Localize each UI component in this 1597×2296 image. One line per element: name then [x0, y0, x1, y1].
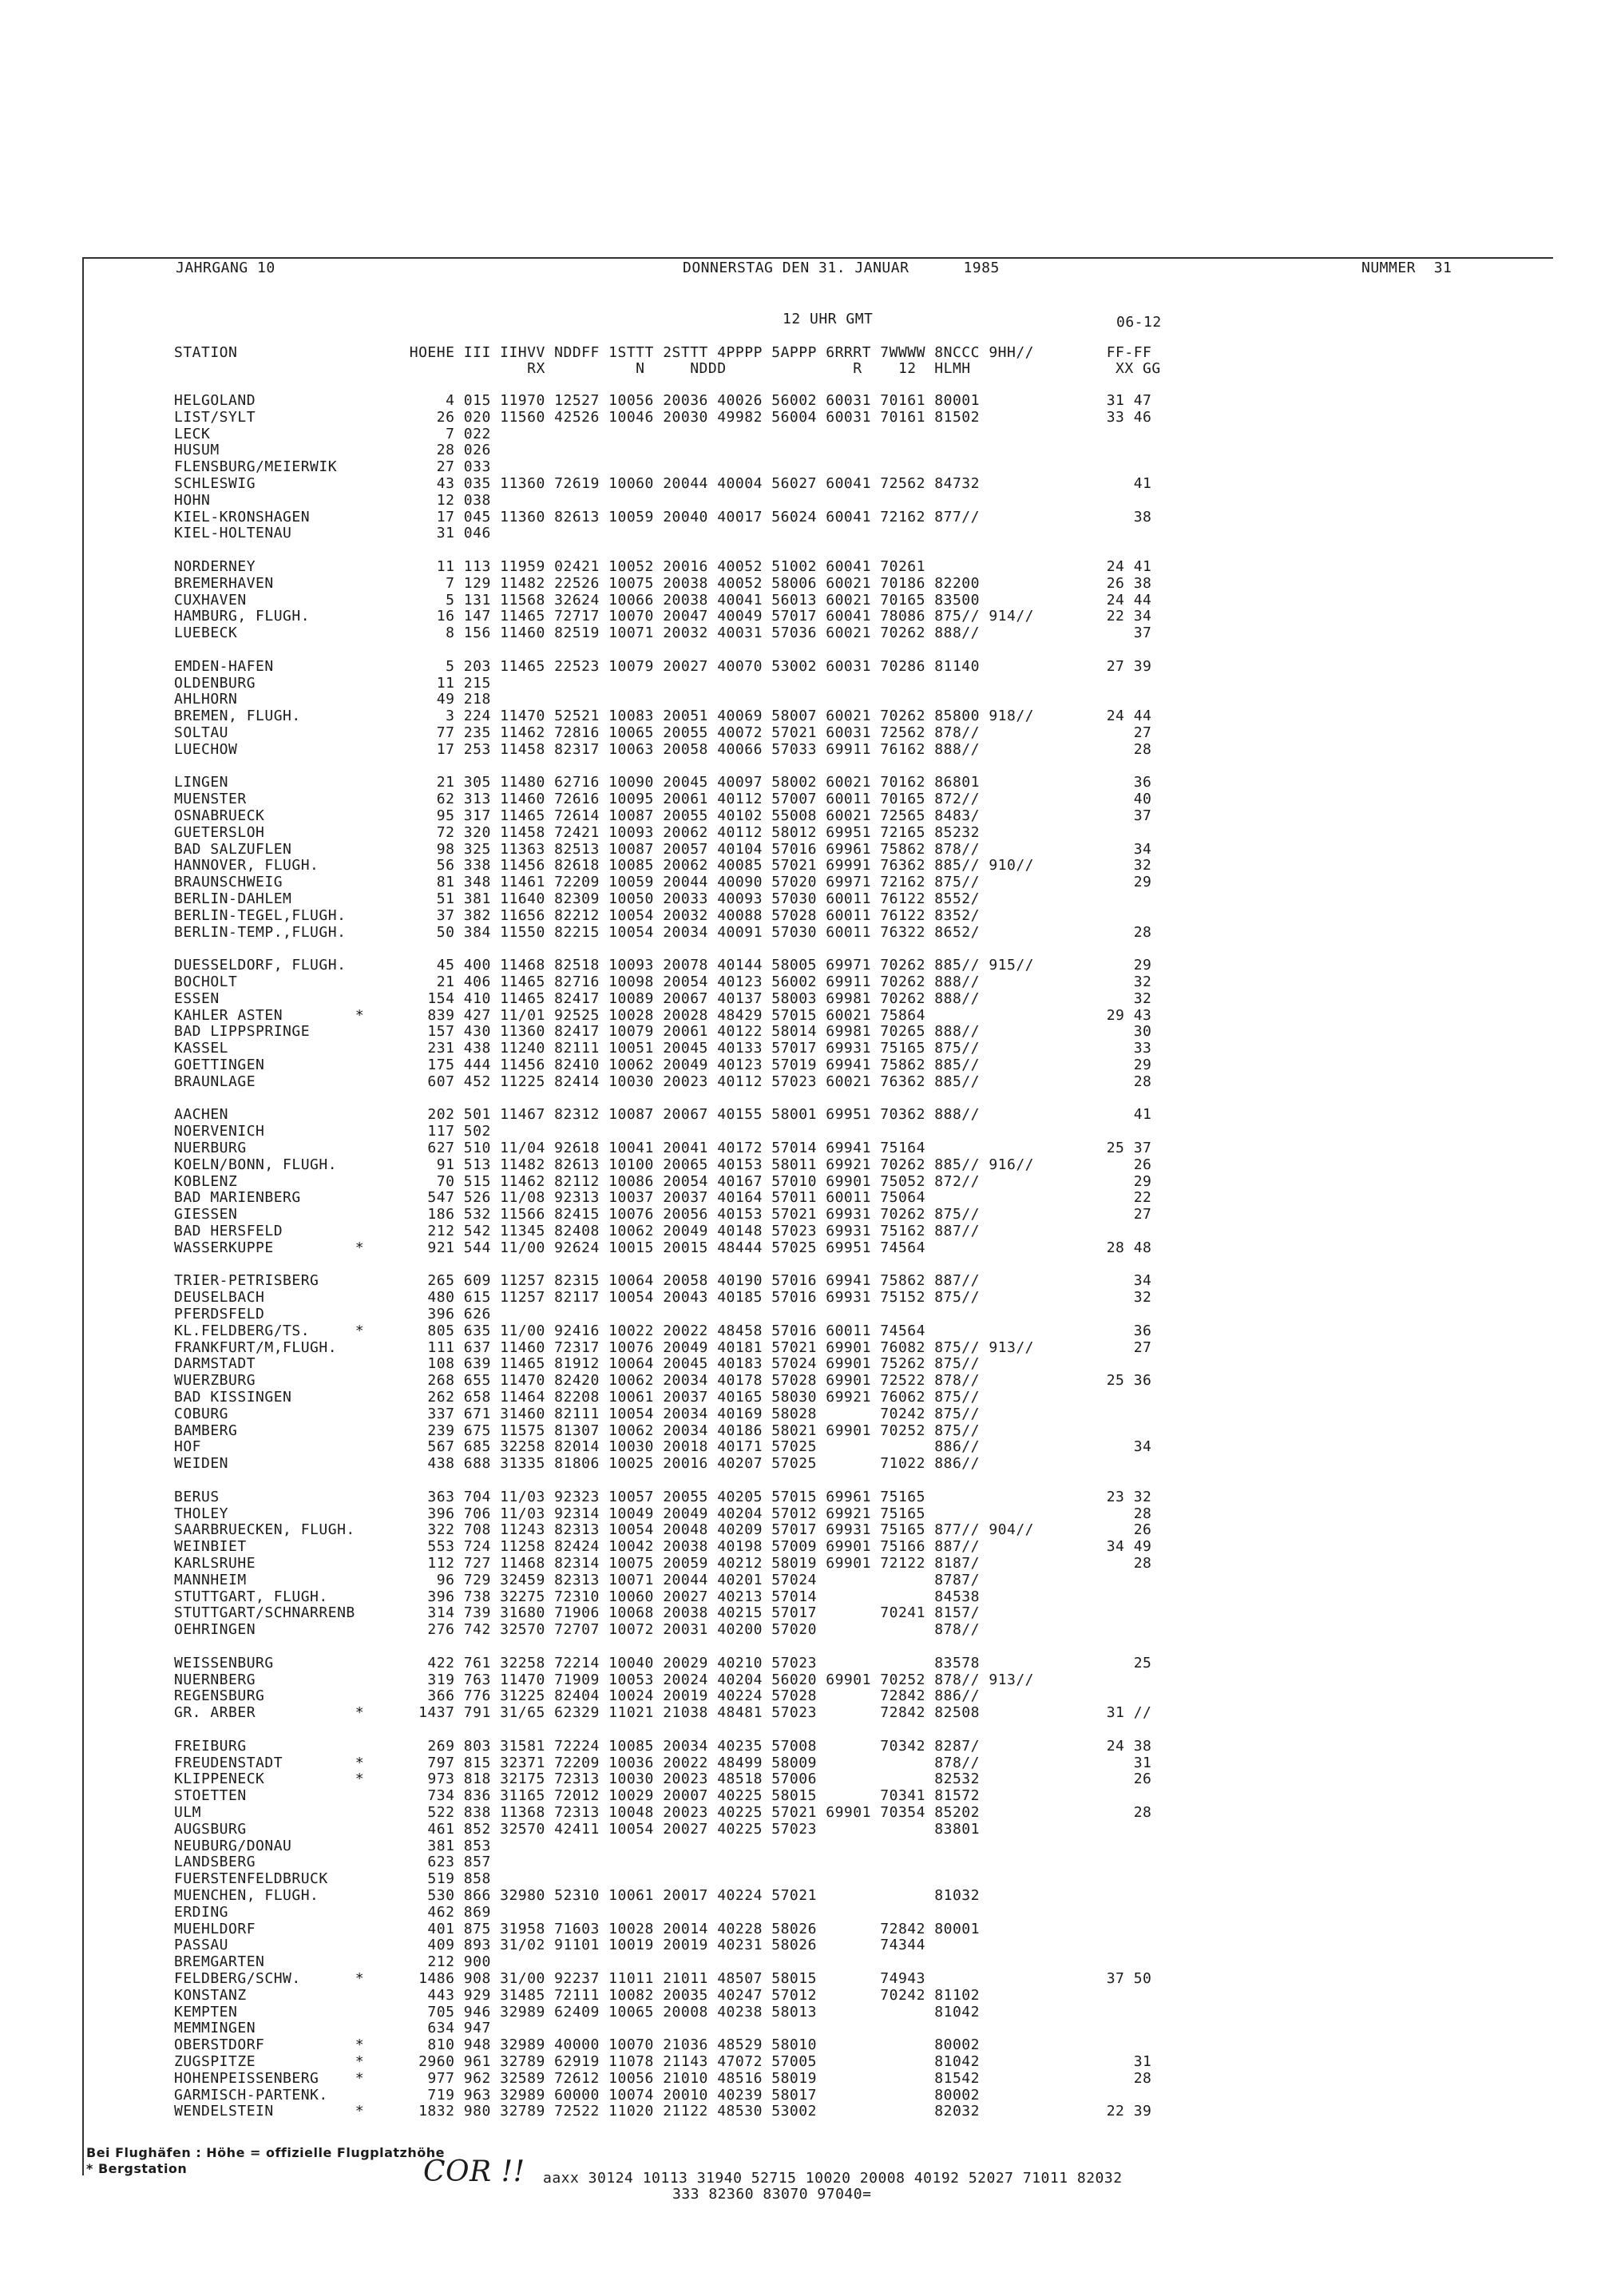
station-row: AACHEN 202 501 11467 82312 10087 20067 40155 58001 69951 70362 888// 41: [174, 1106, 1152, 1124]
station-row: FRANKFURT/M,FLUGH. 111 637 11460 72317 10076 20049 40181 57021 69901 76082 875// 913// 27: [174, 1338, 1152, 1356]
station-row: CUXHAVEN 5 131 11568 32624 10066 20038 40041 56013 60021 70165 83500 24 44: [174, 591, 1152, 609]
station-row: MEMMINGEN 634 947: [174, 2020, 491, 2037]
station-row: LECK 7 022: [174, 425, 491, 442]
station-row: HOHN 12 038: [174, 491, 491, 509]
station-row: WEINBIET 553 724 11258 82424 10042 20038 40198 57009 69901 75166 887// 34 49: [174, 1538, 1152, 1556]
station-row: HELGOLAND 4 015 11970 12527 10056 20036 40026 56002 60031 70161 80001 31 47: [174, 392, 1152, 409]
station-row: BAD SALZUFLEN 98 325 11363 82513 10087 20057 40104 57016 69961 75862 878// 34: [174, 840, 1152, 858]
observation-time: 12 UHR GMT: [783, 311, 874, 327]
station-row: SOLTAU 77 235 11462 72816 10065 20055 40072 57021 60031 72562 878// 27: [174, 724, 1152, 741]
station-row: PASSAU 409 893 31/02 91101 10019 20019 40231 58026 74344: [174, 1937, 925, 1954]
date-label: DONNERSTAG DEN 31. JANUAR 1985: [683, 260, 1000, 276]
station-row: GUETERSLOH 72 320 11458 72421 10093 20062 40112 58012 69951 72165 85232: [174, 823, 980, 841]
station-row: KLIPPENECK * 973 818 32175 72313 10030 20023 48518 57006 82532 26: [174, 1771, 1152, 1788]
station-row: ZUGSPITZE * 2960 961 32789 62919 11078 21143 47072 57005 81042 31: [174, 2053, 1152, 2070]
station-row: BAD LIPPSPRINGE 157 430 11360 82417 10079 20061 40122 58014 69981 70265 888// 30: [174, 1023, 1152, 1041]
station-row: DUESSELDORF, FLUGH. 45 400 11468 82518 10093 20078 40144 58005 69971 70262 885// 915// 29: [174, 957, 1152, 974]
station-row: DEUSELBACH 480 615 11257 82117 10054 20043 40185 57016 69931 75152 875// 32: [174, 1289, 1152, 1307]
station-row: LANDSBERG 623 857: [174, 1854, 491, 1871]
station-row: TRIER-PETRISBERG 265 609 11257 82315 10064 20058 40190 57016 69941 75862 887// 34: [174, 1272, 1152, 1290]
station-row: WENDELSTEIN * 1832 980 32789 72522 11020 21122 48530 53002 82032 22 39: [174, 2103, 1152, 2120]
station-row: OSNABRUECK 95 317 11465 72614 10087 20055 40102 55008 60021 72565 8483/ 37: [174, 807, 1152, 824]
footnote-mountain: * Bergstation: [86, 2161, 188, 2176]
station-row: WEIDEN 438 688 31335 81806 10025 20016 40207 57025 71022 886//: [174, 1455, 980, 1473]
period-label: 06-12: [1116, 314, 1162, 331]
station-row: BRAUNSCHWEIG 81 348 11461 72209 10059 20044 40090 57020 69971 72162 875// 29: [174, 874, 1152, 891]
station-row: WEISSENBURG 422 761 32258 72214 10040 20029 40210 57023 83578 25: [174, 1654, 1152, 1671]
station-row: MANNHEIM 96 729 32459 82313 10071 20044 40201 57024 8787/: [174, 1571, 980, 1588]
station-row: KL.FELDBERG/TS. * 805 635 11/00 92416 10022 20022 48458 57016 60011 74564 36: [174, 1322, 1152, 1339]
column-header-1: STATION HOEHE III IIHVV NDDFF 1STTT 2STTT 4PPPP 5APPP 6RRRT 7WWWW 8NCCC 9HH// FF-FF: [174, 344, 1152, 361]
station-row: BREMERHAVEN 7 129 11482 22526 10075 20038 40052 58006 60021 70186 82200 26 38: [174, 574, 1152, 592]
station-row: SCHLESWIG 43 035 11360 72619 10060 20044 40004 56027 60041 72562 84732 41: [174, 475, 1152, 492]
station-row: FREUDENSTADT * 797 815 32371 72209 10036 20022 48499 58009 878// 31: [174, 1754, 1152, 1771]
station-row: FUERSTENFELDBRUCK 519 858: [174, 1870, 491, 1888]
station-row: LINGEN 21 305 11480 62716 10090 20045 40097 58002 60021 70162 86801 36: [174, 774, 1152, 791]
station-row: GOETTINGEN 175 444 11456 82410 10062 20049 40123 57019 69941 75862 885// 29: [174, 1057, 1152, 1073]
station-row: BREMGARTEN 212 900: [174, 1953, 491, 1971]
station-row: KIEL-KRONSHAGEN 17 045 11360 82613 10059 20040 40017 56024 60041 72162 877// 38: [174, 508, 1152, 525]
station-row: BOCHOLT 21 406 11465 82716 10098 20054 40123 56002 69911 70262 888// 32: [174, 974, 1152, 990]
station-row: FLENSBURG/MEIERWIK 27 033: [174, 458, 491, 476]
station-row: HAMBURG, FLUGH. 16 147 11465 72717 10070 20047 40049 57017 60041 78086 875// 914// 22 34: [174, 608, 1152, 625]
station-row: OBERSTDORF * 810 948 32989 40000 10070 21036 48529 58010 80002: [174, 2036, 980, 2054]
station-row: HOHENPEISSENBERG * 977 962 32589 72612 10056 21010 48516 58019 81542 28: [174, 2069, 1152, 2087]
station-row: ERDING 462 869: [174, 1903, 491, 1921]
station-row: WUERZBURG 268 655 11470 82420 10062 20034 40178 57028 69901 72522 878// 25 36: [174, 1372, 1152, 1390]
station-row: MUEHLDORF 401 875 31958 71603 10028 20014 40228 58026 72842 80001: [174, 1920, 980, 1937]
station-row: STUTTGART/SCHNARRENB 314 739 31680 71906 10068 20038 40215 57017 70241 8157/: [174, 1604, 980, 1622]
station-row: HANNOVER, FLUGH. 56 338 11456 82618 10085 20062 40085 57021 69991 76362 885// 910// 32: [174, 857, 1152, 874]
station-row: FREIBURG 269 803 31581 72224 10085 20034 40235 57008 70342 8287/ 24 38: [174, 1737, 1152, 1755]
station-row: BERUS 363 704 11/03 92323 10057 20055 40205 57015 69961 75165 23 32: [174, 1488, 1152, 1505]
station-row: NEUBURG/DONAU 381 853: [174, 1837, 491, 1854]
station-row: NUERBURG 627 510 11/04 92618 10041 20041 40172 57014 69941 75164 25 37: [174, 1140, 1152, 1156]
station-row: STOETTEN 734 836 31165 72012 10029 20007 40225 58015 70341 81572: [174, 1787, 980, 1805]
volume-label: JAHRGANG 10: [176, 260, 275, 276]
station-row: SAARBRUECKEN, FLUGH. 322 708 11243 82313 10054 20048 40209 57017 69931 75165 877// 904// 26: [174, 1521, 1152, 1539]
station-row: BAD HERSFELD 212 542 11345 82408 10062 20049 40148 57023 69931 75162 887//: [174, 1223, 980, 1239]
handwritten-correction: COR !!: [423, 2155, 525, 2188]
station-row: KOELN/BONN, FLUGH. 91 513 11482 82613 10100 20065 40153 58011 69921 70262 885// 916// 26: [174, 1156, 1152, 1173]
station-row: HOF 567 685 32258 82014 10030 20018 40171 57025 886// 34: [174, 1438, 1152, 1456]
station-row: REGENSBURG 366 776 31225 82404 10024 20019 40224 57028 72842 886//: [174, 1687, 980, 1705]
station-row: BERLIN-TEGEL,FLUGH. 37 382 11656 82212 10054 20032 40088 57028 60011 76122 8352/: [174, 906, 980, 924]
station-row: EMDEN-HAFEN 5 203 11465 22523 10079 20027 40070 53002 60031 70286 81140 27 39: [174, 657, 1152, 675]
correction-line-2: 333 82360 83070 97040=: [672, 2186, 872, 2203]
station-row: LUECHOW 17 253 11458 82317 10063 20058 40066 57033 69911 76162 888// 28: [174, 740, 1152, 758]
station-row: AUGSBURG 461 852 32570 42411 10054 20027 40225 57023 83801: [174, 1820, 980, 1838]
station-row: COBURG 337 671 31460 82111 10054 20034 40169 58028 70242 875//: [174, 1405, 980, 1422]
station-row: PFERDSFELD 396 626: [174, 1306, 491, 1322]
station-row: KASSEL 231 438 11240 82111 10051 20045 40133 57017 69931 75165 875// 33: [174, 1040, 1152, 1057]
station-row: OLDENBURG 11 215: [174, 674, 491, 692]
station-row: BAD KISSINGEN 262 658 11464 82208 10061 20037 40165 58030 69921 76062 875//: [174, 1389, 980, 1406]
station-row: KONSTANZ 443 929 31485 72111 10082 20035 40247 57012 70242 81102: [174, 1986, 980, 2004]
station-row: FELDBERG/SCHW. * 1486 908 31/00 92237 11011 21011 48507 58015 74943 37 50: [174, 1970, 1152, 1987]
station-row: THOLEY 396 706 11/03 92314 10049 20049 40204 57012 69921 75165 28: [174, 1505, 1152, 1522]
station-row: BRAUNLAGE 607 452 11225 82414 10030 20023 40112 57023 60021 76362 885// 28: [174, 1073, 1152, 1090]
station-row: NORDERNEY 11 113 11959 02421 10052 20016 40052 51002 60041 70261 24 41: [174, 558, 1152, 575]
station-row: ESSEN 154 410 11465 82417 10089 20067 40137 58003 69981 70262 888// 32: [174, 989, 1152, 1007]
station-row: BERLIN-TEMP.,FLUGH. 50 384 11550 82215 10054 20034 40091 57030 60011 76322 8652/ 28: [174, 923, 1152, 941]
station-row: KOBLENZ 70 515 11462 82112 10086 20054 40167 57010 69901 75052 872// 29: [174, 1172, 1152, 1190]
station-row: KIEL-HOLTENAU 31 046: [174, 525, 491, 542]
footnote-airport: Bei Flughäfen : Höhe = offizielle Flugplatzhöhe: [86, 2145, 445, 2160]
station-row: BREMEN, FLUGH. 3 224 11470 52521 10083 20051 40069 58007 60021 70262 85800 918// 24 44: [174, 708, 1152, 725]
station-row: MUENCHEN, FLUGH. 530 866 32980 52310 10061 20017 40224 57021 81032: [174, 1887, 980, 1904]
station-row: AHLHORN 49 218: [174, 691, 491, 708]
station-row: OEHRINGEN 276 742 32570 72707 10072 20031 40200 57020 878//: [174, 1621, 980, 1639]
station-row: BAD MARIENBERG 547 526 11/08 92313 10037 20037 40164 57011 60011 75064 22: [174, 1189, 1152, 1207]
station-row: MUENSTER 62 313 11460 72616 10095 20061 40112 57007 60011 70165 872// 40: [174, 791, 1152, 808]
station-row: WASSERKUPPE * 921 544 11/00 92624 10015 20015 48444 57025 69951 74564 28 48: [174, 1239, 1152, 1256]
station-row: KARLSRUHE 112 727 11468 82314 10075 20059 40212 58019 69901 72122 8187/ 28: [174, 1555, 1152, 1572]
station-row: HUSUM 28 026: [174, 442, 491, 459]
station-row: GR. ARBER * 1437 791 31/65 62329 11021 21038 48481 57023 72842 82508 31 //: [174, 1704, 1152, 1722]
station-row: LIST/SYLT 26 020 11560 42526 10046 20030 49982 56004 60031 70161 81502 33 46: [174, 408, 1152, 426]
station-row: DARMSTADT 108 639 11465 81912 10064 20045 40183 57024 69901 75262 875//: [174, 1355, 980, 1373]
station-row: NUERNBERG 319 763 11470 71909 10053 20024 40204 56020 69901 70252 878// 913//: [174, 1671, 1035, 1688]
station-row: GIESSEN 186 532 11566 82415 10076 20056 40153 57021 69931 70262 875// 27: [174, 1206, 1152, 1223]
station-row: STUTTGART, FLUGH. 396 738 32275 72310 10060 20027 40213 57014 84538: [174, 1588, 980, 1605]
station-row: GARMISCH-PARTENK. 719 963 32989 60000 10074 20010 40239 58017 80002: [174, 2086, 980, 2104]
station-row: KAHLER ASTEN * 839 427 11/01 92525 10028 20028 48429 57015 60021 75864 29 43: [174, 1006, 1152, 1024]
station-row: KEMPTEN 705 946 32989 62409 10065 20008 40238 58013 81042: [174, 2003, 980, 2020]
column-header-2: RX N NDDD R 12 HLMH XX GG: [174, 360, 1161, 377]
station-row: BERLIN-DAHLEM 51 381 11640 82309 10050 20033 40093 57030 60011 76122 8552/: [174, 890, 980, 907]
station-row: LUEBECK 8 156 11460 82519 10071 20032 40031 57036 60021 70262 888// 37: [174, 625, 1152, 642]
issue-number: NUMMER 31: [1361, 260, 1452, 276]
station-row: BAMBERG 239 675 11575 81307 10062 20034 40186 58021 69901 70252 875//: [174, 1422, 980, 1439]
correction-line-1: aaxx 30124 10113 31940 52715 10020 20008 40192 52027 71011 82032: [543, 2170, 1123, 2187]
station-row: ULM 522 838 11368 72313 10048 20023 40225 57021 69901 70354 85202 28: [174, 1804, 1152, 1821]
station-row: NOERVENICH 117 502: [174, 1123, 491, 1140]
